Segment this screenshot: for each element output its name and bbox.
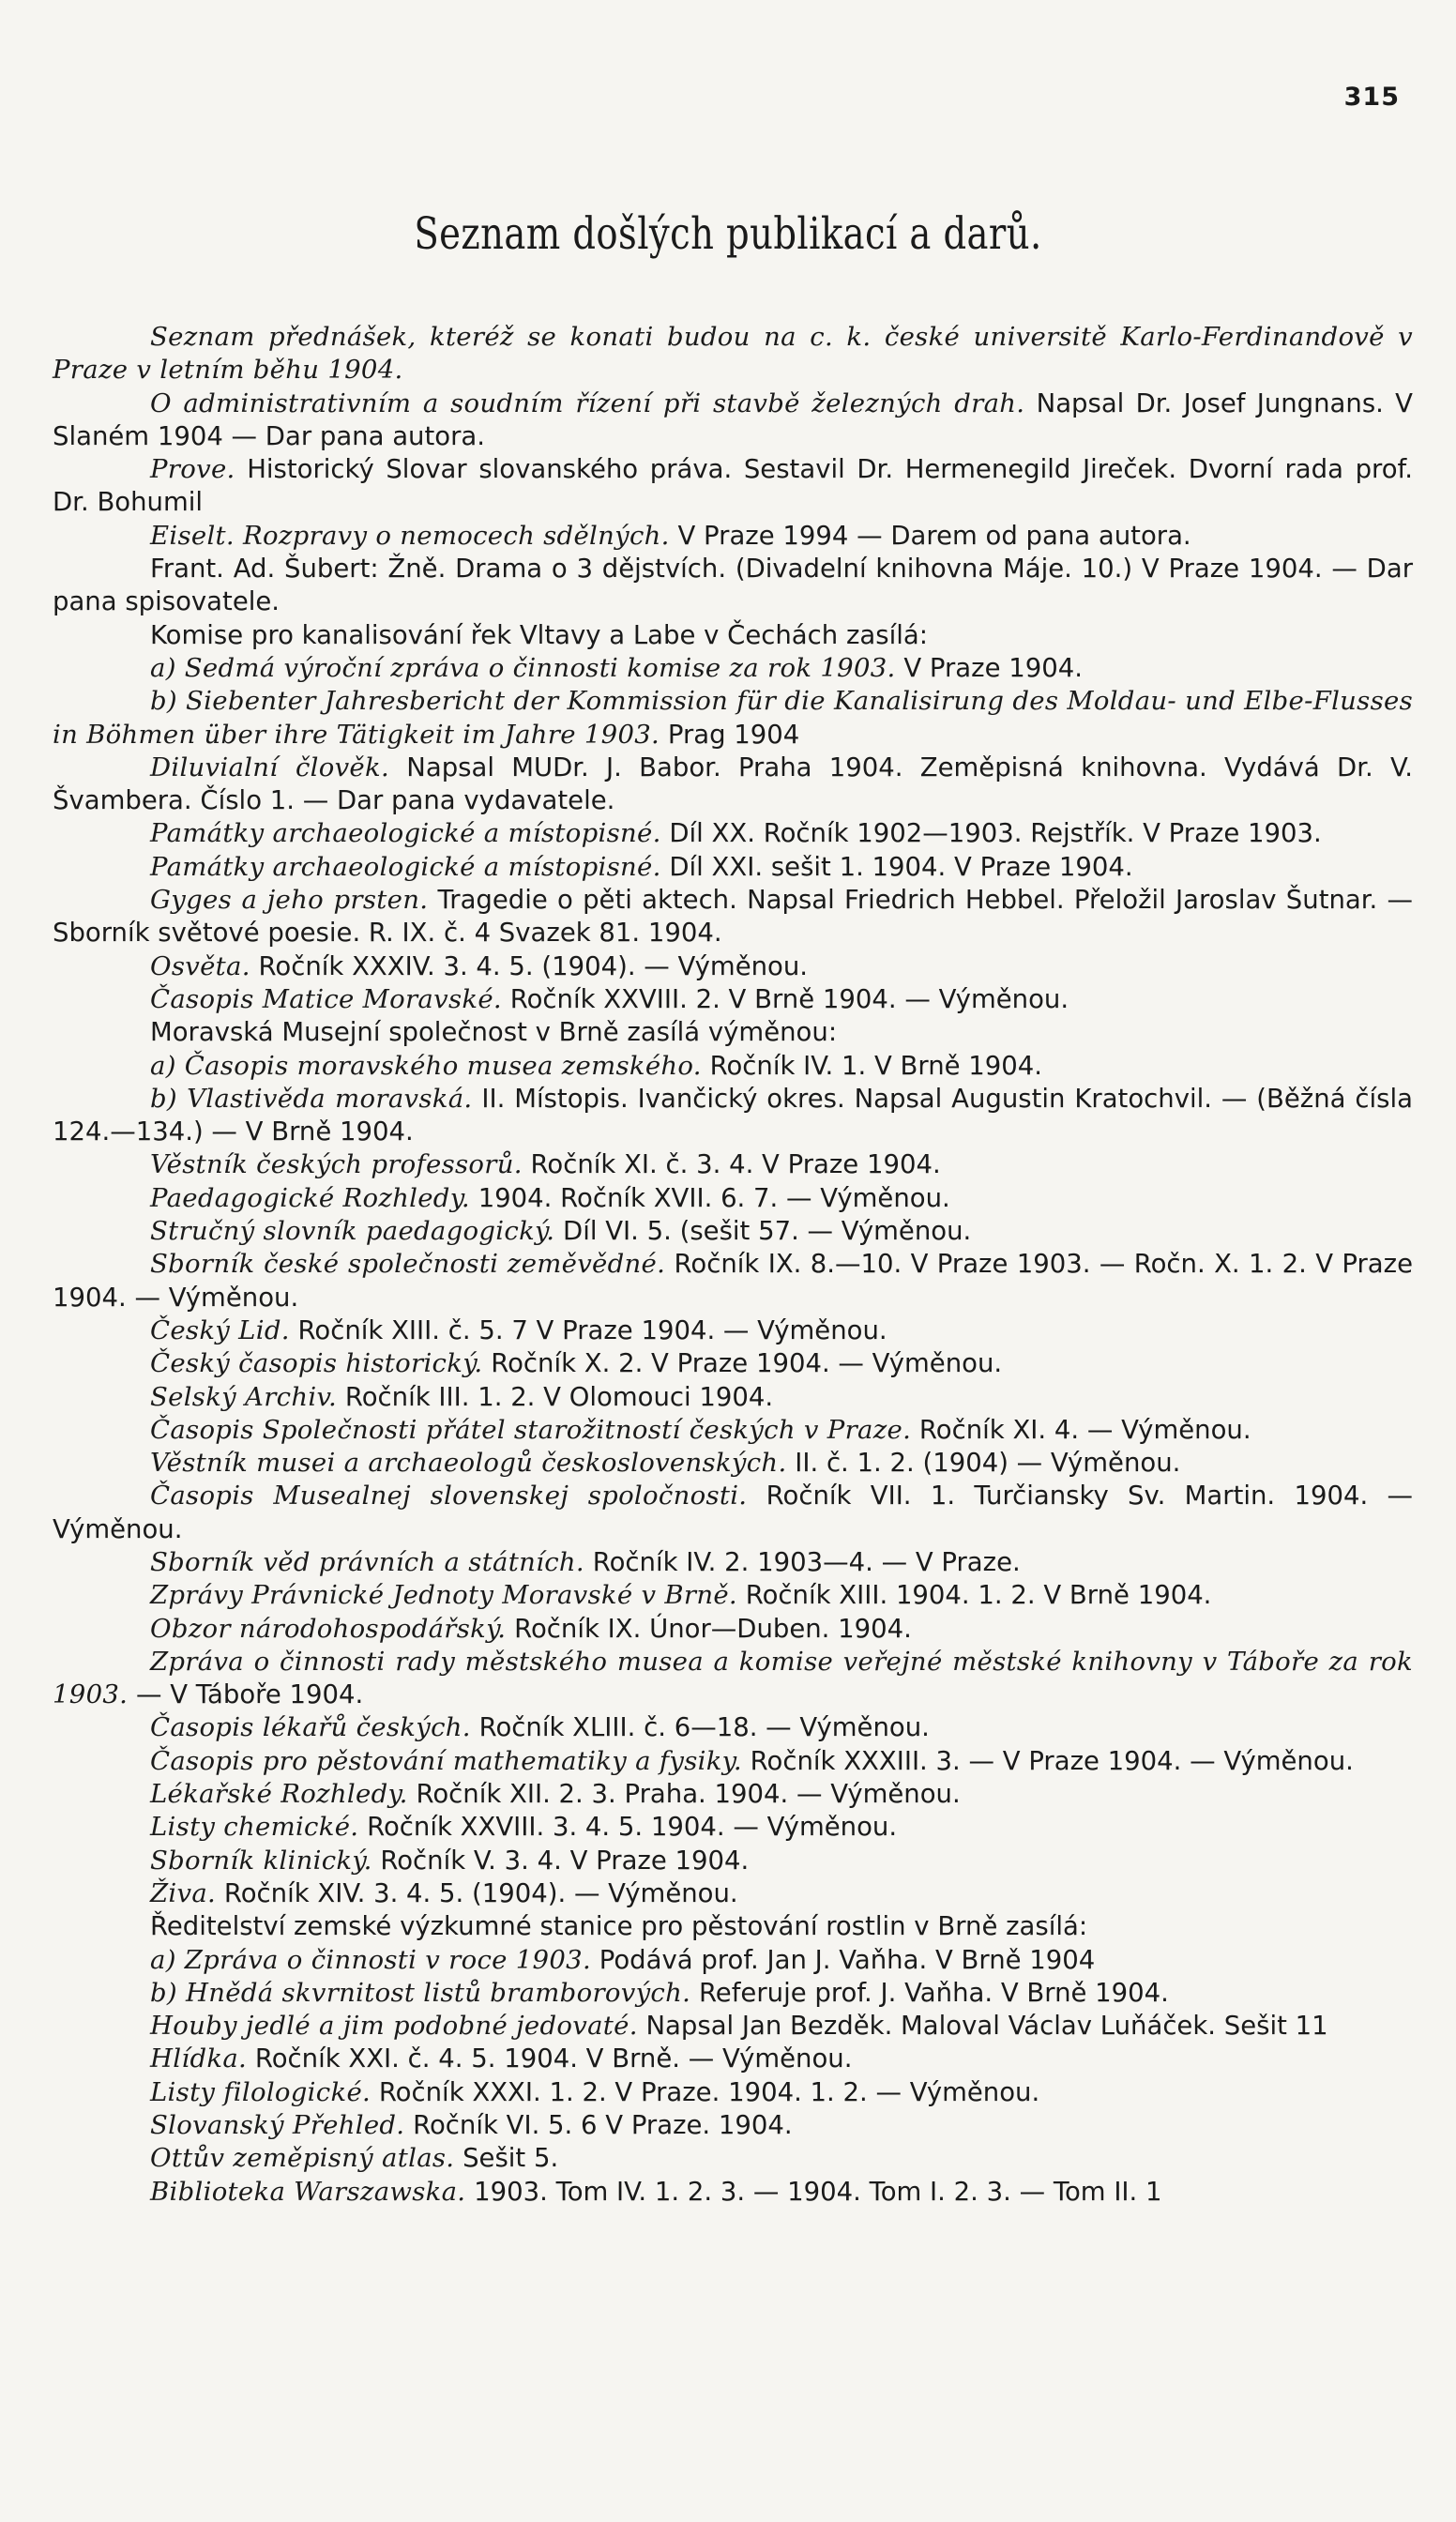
publication-entry [53,520,1413,553]
publication-details: 1904. Ročník XVII. 6. 7. — Výměnou. [478,1182,950,1213]
publication-title: Eiselt. Rozpravy o nemocech sdělných. [150,520,670,551]
publication-entry [53,1182,1413,1215]
publication-details: Ročník XI. 4. — Výměnou. [918,1414,1251,1445]
publication-details: II. Místopis. Ivančický okres. Napsal Augustin Kratochvil. — (Běžná čísla 124.—134.) — V Brně 1904. [53,1083,1413,1147]
publication-details: Napsal MUDr. J. Babor. Praha 1904. Zeměpisná knihovna. Vydává Dr. V. Švambera. Číslo 1. — Dar pana vydavatele. [53,752,1413,816]
publication-entry [53,2076,1413,2109]
publication-title: Houby jedlé a jim podobné jedovaté. [150,2011,638,2042]
publication-details: — V Táboře 1904. [135,1679,364,1710]
publication-entry [53,1977,1413,2010]
publication-entry [53,652,1413,685]
publication-entry [53,619,1413,652]
publication-title: Osvěta. [150,950,250,981]
publication-entry [53,851,1413,884]
publication-entry [53,321,1413,387]
publication-entry [53,2176,1413,2209]
publication-title: Časopis Společnosti přátel starožitností českých v Praze. [150,1414,912,1445]
publication-title: Paedagogické Rozhledy. [150,1182,470,1213]
publication-details: 1903. Tom IV. 1. 2. 3. — 1904. Tom I. 2. 3. — Tom II. 1 [474,2176,1162,2207]
publication-title: Časopis pro pěstování mathematiky a fysiky. [150,1745,742,1776]
publication-entry [53,1148,1413,1181]
publication-entry [53,983,1413,1016]
publication-title: Věstník českých professorů. [150,1149,523,1180]
publication-title: Seznam přednášek, kteréž se konati budou na c. k. české universitě Karlo-Ferdinandově v Praze v letním běhu 1904. [53,322,1413,386]
publication-details: Ročník VII. 1. Turčiansky Sv. Martin. 1904. — Výměnou. [53,1481,1413,1544]
publication-title: Časopis Matice Moravské. [150,983,502,1014]
publication-list [53,321,1413,2209]
publication-title: a) Sedmá výroční zpráva o činnosti komise za rok 1903. [150,652,896,683]
publication-entry [53,1845,1413,1877]
publication-details: Ročník X. 2. V Praze 1904. — Výměnou. [491,1348,1003,1379]
publication-entry [53,1944,1413,1977]
publication-details: Díl XXI. sešit 1. 1904. V Praze 1904. [669,851,1133,882]
publication-title: Časopis lékařů českých. [150,1712,471,1743]
publication-title: b) Siebenter Jahresbericht der Kommission für die Kanalisirung des Moldau- und Elbe-Flusses in Böhmen über ihre Tätigkeit im Jahre 1903. [53,686,1413,750]
publication-entry [53,1480,1413,1546]
publication-title: b) Hnědá skvrnitost listů bramborových. [150,1977,691,2008]
publication-details: Komise pro kanalisování řek Vltavy a Labe v Čechách zasílá: [150,619,928,650]
publication-details: Referuje prof. J. Vaňha. V Brně 1904. [698,1977,1169,2008]
publication-title: Živa. [150,1877,217,1908]
publication-title: Ottův zeměpisný atlas. [150,2143,455,2174]
publication-entry [53,1778,1413,1811]
publication-title: b) Vlastivěda moravská. [150,1083,473,1114]
publication-title: Český Lid. [150,1314,290,1345]
publication-entry [53,1745,1413,1778]
publication-title: Zprávy Právnické Jednoty Moravské v Brně. [150,1580,737,1611]
publication-entry [53,2142,1413,2175]
publication-details: Ročník XLIII. č. 6—18. — Výměnou. [478,1712,930,1743]
publication-entry [53,1579,1413,1612]
publication-title: Selský Archiv. [150,1381,338,1412]
publication-title: Památky archaeologické a místopisné. [150,818,661,849]
publication-title: Lékařské Rozhledy. [150,1779,408,1810]
publication-details: Ředitelství zemské výzkumné stanice pro pěstování rostlin v Brně zasílá: [150,1911,1088,1942]
publication-title: Hlídka. [150,2043,248,2074]
publication-title: O administrativním a soudním řízení při stavbě železných drah. [150,387,1025,418]
publication-title: Sborník klinický. [150,1845,372,1876]
publication-details: Ročník IV. 2. 1903—4. — V Praze. [592,1546,1021,1577]
publication-entry [53,1381,1413,1414]
publication-details: Ročník XI. č. 3. 4. V Praze 1904. [530,1149,941,1180]
publication-entry [53,2010,1413,2043]
publication-details: Historický Slovar slovanského práva. Sestavil Dr. Hermenegild Jireček. Dvorní rada prof. Dr. Bohumil [53,454,1413,518]
publication-details: Sešit 5. [463,2143,559,2174]
publication-entry [53,2109,1413,2142]
publication-entry [53,1546,1413,1579]
publication-entry [53,1314,1413,1347]
publication-title: Biblioteka Warszawska. [150,2176,466,2207]
publication-title: a) Časopis moravského musea zemského. [150,1050,702,1081]
publication-details: Ročník XXXI. 1. 2. V Praze. 1904. 1. 2. — Výměnou. [378,2076,1040,2107]
page-title: Seznam došlých publikací a darů. [414,208,1042,260]
publication-entry [53,1613,1413,1646]
publication-entry [53,1910,1413,1943]
publication-details: Napsal Jan Bezděk. Maloval Václav Luňáček. Sešit 11 [645,2011,1328,2042]
publication-title: Věstník musei a archaeologů československých. [150,1448,787,1479]
publication-details: Ročník XII. 2. 3. Praha. 1904. — Výměnou. [416,1779,961,1810]
publication-details: Ročník XXVIII. 2. V Brně 1904. — Výměnou. [509,983,1069,1014]
publication-details: V Praze 1994 — Darem od pana autora. [677,520,1191,551]
publication-entry [53,950,1413,983]
publication-entry [53,1248,1413,1314]
publication-title: Obzor národohospodářský. [150,1613,507,1644]
publication-details: Ročník IX. Únor—Duben. 1904. [514,1613,912,1644]
publication-entry [53,1347,1413,1380]
publication-details: Prag 1904 [667,719,800,750]
publication-details: Ročník IV. 1. V Brně 1904. [709,1050,1043,1081]
publication-details: Ročník XIV. 3. 4. 5. (1904). — Výměnou. [223,1877,738,1908]
publication-title: Listy chemické. [150,1812,359,1843]
publication-details: Ročník XIII. 1904. 1. 2. V Brně 1904. [745,1580,1212,1611]
publication-details: Díl XX. Ročník 1902—1903. Rejstřík. V Praze 1903. [669,818,1322,849]
publication-title: a) Zpráva o činnosti v roce 1903. [150,1944,591,1975]
publication-details: II. č. 1. 2. (1904) — Výměnou. [795,1448,1181,1479]
publication-details: Ročník V. 3. 4. V Praze 1904. [380,1845,750,1876]
publication-title: Listy filologické. [150,2076,372,2107]
publication-details: Napsal Dr. Josef Jungnans. V Slaném 1904 — Dar pana autora. [53,387,1413,451]
publication-entry [53,685,1413,752]
publication-entry [53,817,1413,850]
publication-entry [53,1050,1413,1083]
publication-entry [53,553,1413,619]
publication-details: Díl VI. 5. (sešit 57. — Výměnou. [563,1216,972,1247]
publication-details: Ročník XXVIII. 3. 4. 5. 1904. — Výměnou. [367,1812,898,1843]
publication-entry [53,2043,1413,2075]
publication-title: Gyges a jeho prsten. [150,885,429,916]
publication-details: Ročník XXXIV. 3. 4. 5. (1904). — Výměnou. [258,950,809,981]
publication-details: Tragedie o pěti aktech. Napsal Friedrich Hebbel. Přeložil Jaroslav Šutnar. — Sborník světové poesie. R. IX. č. 4 Svazek 81. 1904. [53,885,1413,949]
publication-details: Moravská Musejní společnost v Brně zasílá výměnou: [150,1017,838,1048]
publication-entry [53,1016,1413,1049]
publication-title: Sborník české společnosti zeměvědné. [150,1249,666,1280]
publication-entry [53,1447,1413,1480]
publication-details: Ročník XXI. č. 4. 5. 1904. V Brně. — Výměnou. [254,2043,853,2074]
publication-details: Ročník III. 1. 2. V Olomouci 1904. [344,1381,774,1412]
publication-title: Slovanský Přehled. [150,2110,405,2141]
publication-details: Ročník VI. 5. 6 V Praze. 1904. [413,2110,793,2141]
publication-entry [53,387,1413,454]
publication-title: Časopis Musealnej slovenskej spoločnosti. [150,1481,748,1512]
publication-title: Sborník věd právních a státních. [150,1546,584,1577]
publication-details: Ročník XIII. č. 5. 7 V Praze 1904. — Výměnou. [297,1314,887,1345]
publication-entry [53,884,1413,950]
publication-title: Stručný slovník paedagogický. [150,1216,555,1247]
publication-entry [53,1877,1413,1910]
publication-entry [53,1646,1413,1712]
publication-entry [53,1811,1413,1844]
publication-entry [53,1215,1413,1248]
publication-details: Frant. Ad. Šubert: Žně. Drama o 3 dějstvích. (Divadelní knihovna Máje. 10.) V Praze 1904. — Dar pana spisovatele. [53,554,1413,617]
publication-entry [53,1083,1413,1149]
page-number: 315 [1343,83,1400,112]
publication-title: Český časopis historický. [150,1348,483,1379]
publication-title: Památky archaeologické a místopisné. [150,851,661,882]
publication-title: Diluvialní člověk. [150,752,390,782]
publication-entry [53,1414,1413,1447]
publication-details: Ročník IX. 8.—10. V Praze 1903. — Ročn. X. 1. 2. V Praze 1904. — Výměnou. [53,1249,1414,1313]
publication-entry [53,752,1413,818]
publication-title: Zpráva o činnosti rady městského musea a komise veřejné městské knihovny v Táboře za rok 1903. [53,1646,1413,1710]
publication-title: Prove. [150,454,235,485]
publication-details: V Praze 1904. [903,652,1083,683]
publication-details: Ročník XXXIII. 3. — V Praze 1904. — Výměnou. [750,1745,1354,1776]
publication-entry [53,453,1413,520]
publication-entry [53,1711,1413,1744]
publication-details: Podává prof. Jan J. Vaňha. V Brně 1904 [599,1944,1096,1975]
